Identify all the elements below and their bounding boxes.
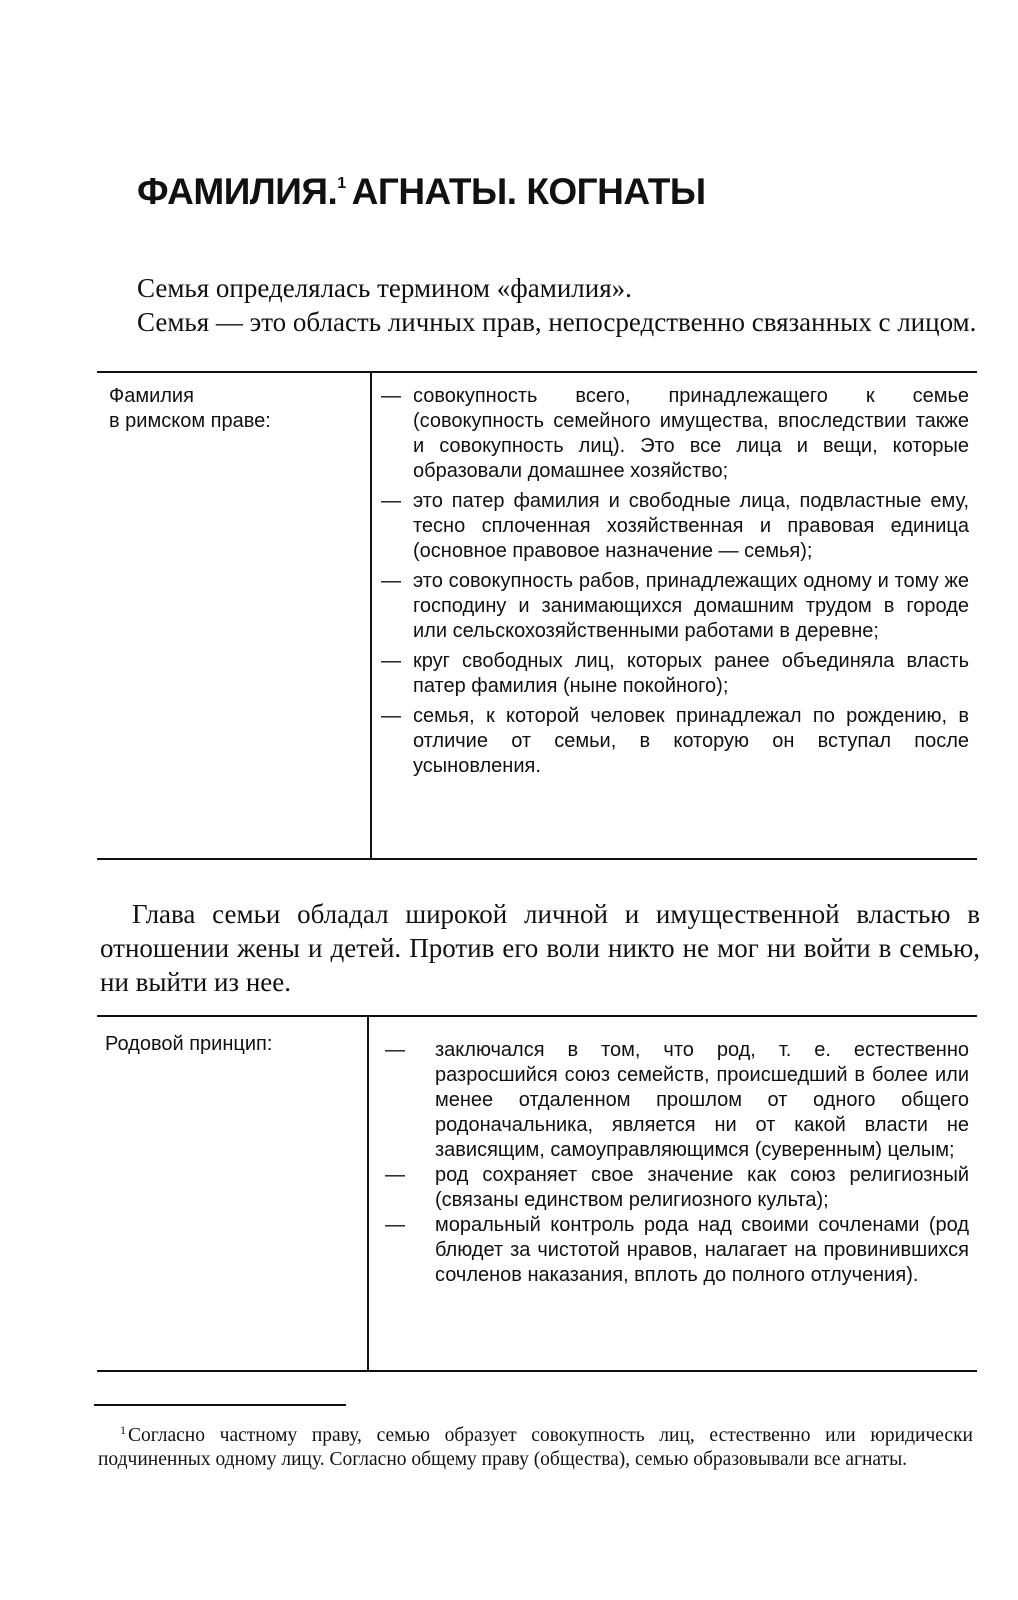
- familia-table: [97, 372, 977, 858]
- footnote-text: Согласно частному праву, семью образует совокупность лиц, естественно или юридически подчиненных одному лицу. Согласно общему праву (общества), семью образовывали все агнаты.: [98, 1425, 973, 1470]
- table1-bottom-rule: [97, 858, 977, 860]
- dash-bullet: —: [381, 650, 401, 672]
- list-item: [379, 1213, 969, 1288]
- page-title: [137, 172, 706, 213]
- list-item-text: заключался в том, что род, т. е. естественно разросшийся союз семейств, происшедший в более или менее отдаленном прошлом от одного общего родоначальника, является ни от какой власти не зависящим, самоуправляющимся (суверенным) целым;: [435, 1039, 969, 1161]
- list-item-text: круг свободных лиц, которых ранее объединяла власть патер фамилия (ныне покойного);: [413, 650, 969, 697]
- dash-bullet: —: [381, 570, 401, 592]
- clan-principle-list: [379, 1038, 969, 1288]
- title-main: ФАМИЛИЯ.: [137, 171, 338, 212]
- footnote: [98, 1418, 973, 1472]
- table1-column-divider: [370, 372, 372, 858]
- footnote-separator: [94, 1404, 346, 1406]
- familia-definitions-list: [381, 384, 969, 784]
- dash-bullet: —: [385, 1214, 405, 1236]
- intro-paragraph-1: Семья определялась термином «фамилия».: [137, 273, 632, 303]
- list-item: [381, 569, 969, 644]
- list-item: [379, 1163, 969, 1213]
- clan-principle-label: Родовой принцип:: [105, 1033, 273, 1055]
- table2-column-divider: [367, 1016, 369, 1370]
- title-rest: АГНАТЫ. КОГНАТЫ: [351, 171, 706, 212]
- dash-bullet: —: [385, 1039, 405, 1061]
- list-item: [381, 649, 969, 699]
- list-item: [379, 1038, 969, 1163]
- familia-label-line2: в римском праве:: [109, 410, 271, 432]
- footnote-mark: 1: [120, 1423, 126, 1437]
- familia-table-label: [109, 384, 271, 434]
- list-item-text: моральный контроль рода над своими сочленами (род блюдет за чистотой нравов, налагает на провинившихся сочленов наказания, вплоть до полного отлучения).: [435, 1214, 969, 1286]
- intro-paragraph-2: Семья — это область личных прав, непосредственно связанных с лицом.: [137, 307, 977, 337]
- dash-bullet: —: [385, 1164, 405, 1186]
- footnote-reference: 1: [337, 175, 346, 192]
- table2-bottom-rule: [97, 1370, 977, 1372]
- list-item: [381, 704, 969, 779]
- list-item-text: это патер фамилия и свободные лица, подвластные ему, тесно сплоченная хозяйственная и правовая единица (основное правовое назначение — семья);: [413, 490, 969, 562]
- middle-paragraph: Глава семьи обладал широкой личной и имущественной властью в отношении жены и детей. Против его воли никто не мог ни войти в семью, ни выйти из нее.: [100, 899, 980, 997]
- list-item: [381, 489, 969, 564]
- list-item-text: это совокупность рабов, принадлежащих одному и тому же господину и занимающихся домашним трудом в городе или сельскохозяйственными работами в деревне;: [413, 570, 969, 642]
- dash-bullet: —: [381, 705, 401, 727]
- familia-label-line1: Фамилия: [109, 385, 194, 407]
- list-item-text: род сохраняет свое значение как союз религиозный (связаны единством религиозного культа);: [435, 1164, 969, 1211]
- dash-bullet: —: [381, 385, 401, 407]
- list-item-text: совокупность всего, принадлежащего к семье (совокупность семейного имущества, впоследствии также и совокупность лиц). Это все лица и вещи, которые образовали домашнее хозяйство;: [413, 385, 969, 482]
- list-item: [381, 384, 969, 484]
- clan-principle-table: [97, 1016, 977, 1370]
- list-item-text: семья, к которой человек принадлежал по рождению, в отличие от семьи, в которую он вступал после усыновления.: [413, 705, 969, 777]
- dash-bullet: —: [381, 490, 401, 512]
